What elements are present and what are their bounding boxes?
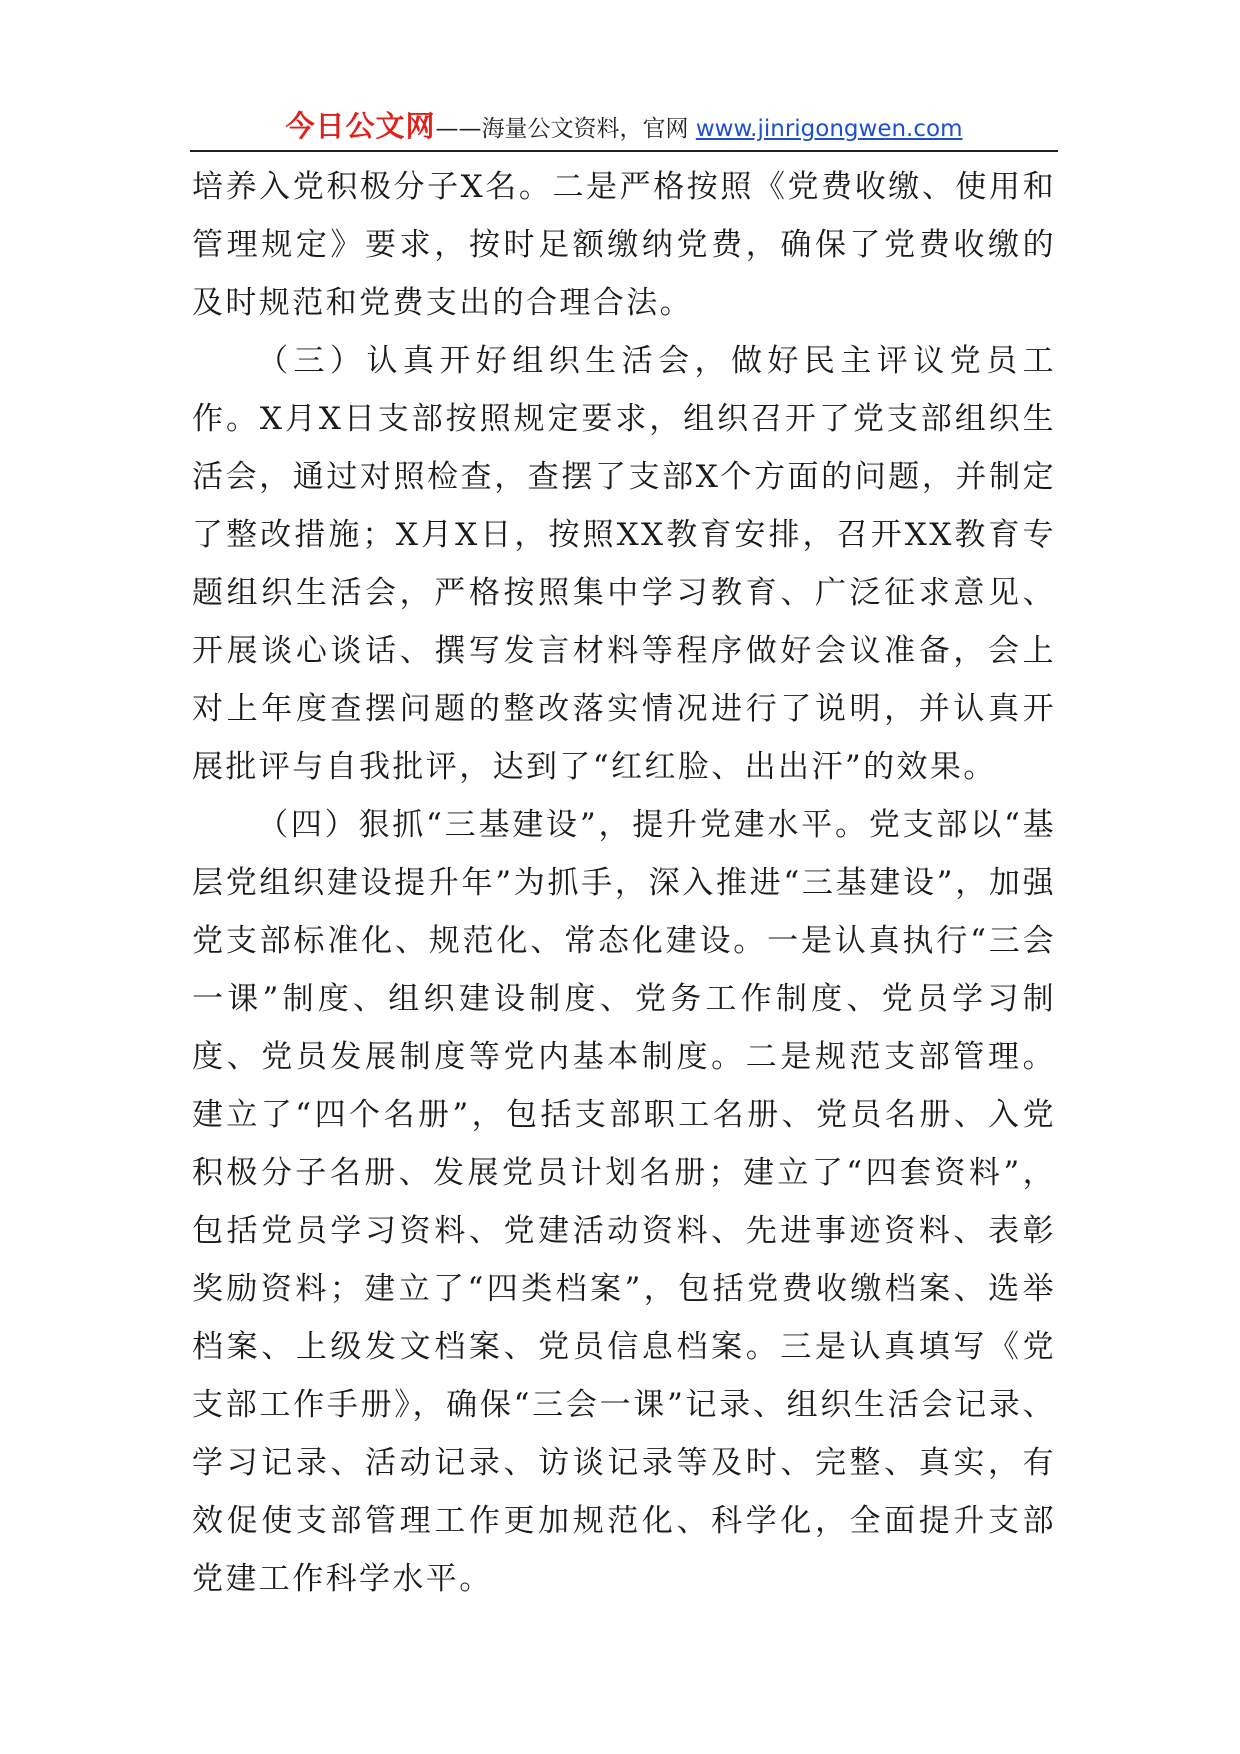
- paragraph-continuation: 培养入党积极分子X名。二是严格按照《党费收缴、使用和管理规定》要求，按时足额缴纳党费，确保了党费收缴的及时规范和党费支出的合理合法。: [192, 169, 1056, 321]
- document-body: [192, 158, 1056, 1608]
- page-header: [190, 104, 1058, 148]
- paragraph-section-4: （四）狠抓“三基建设”，提升党建水平。党支部以“基层党组织建设提升年”为抓手，深入推进“三基建设”，加强党支部标准化、规范化、常态化建设。一是认真执行“三会一课”制度、组织建设制度、党务工作制度、党员学习制度、党员发展制度等党内基本制度。二是规范支部管理。建立了“四个名册”，包括支部职工名册、党员名册、入党积极分子名册、发展党员计划名册；建立了“四套资料”，包括党员学习资料、党建活动资料、先进事迹资料、表彰奖励资料；建立了“四类档案”，包括党费收缴档案、选举档案、上级发文档案、党员信息档案。三是认真填写《党支部工作手册》，确保“三会一课”记录、组织生活会记录、学习记录、活动记录、访谈记录等及时、完整、真实，有效促使支部管理工作更加规范化、科学化，全面提升支部党建工作科学水平。: [192, 807, 1056, 1597]
- website-link[interactable]: www.jinrigongwen.com: [695, 116, 963, 142]
- header-tagline: ——海量公文资料，官网: [435, 116, 696, 142]
- header-divider: [190, 150, 1058, 152]
- paragraph-section-3: （三）认真开好组织生活会，做好民主评议党员工作。X月X日支部按照规定要求，组织召开了党支部组织生活会，通过对照检查，查摆了支部X个方面的问题，并制定了整改措施；X月X日，按照XX教育安排，召开XX教育专题组织生活会，严格按照集中学习教育、广泛征求意见、开展谈心谈话、撰写发言材料等程序做好会议准备，会上对上年度查摆问题的整改落实情况进行了说明，并认真开展批评与自我批评，达到了“红红脸、出出汗”的效果。: [192, 343, 1056, 785]
- site-brand: 今日公文网: [285, 109, 436, 143]
